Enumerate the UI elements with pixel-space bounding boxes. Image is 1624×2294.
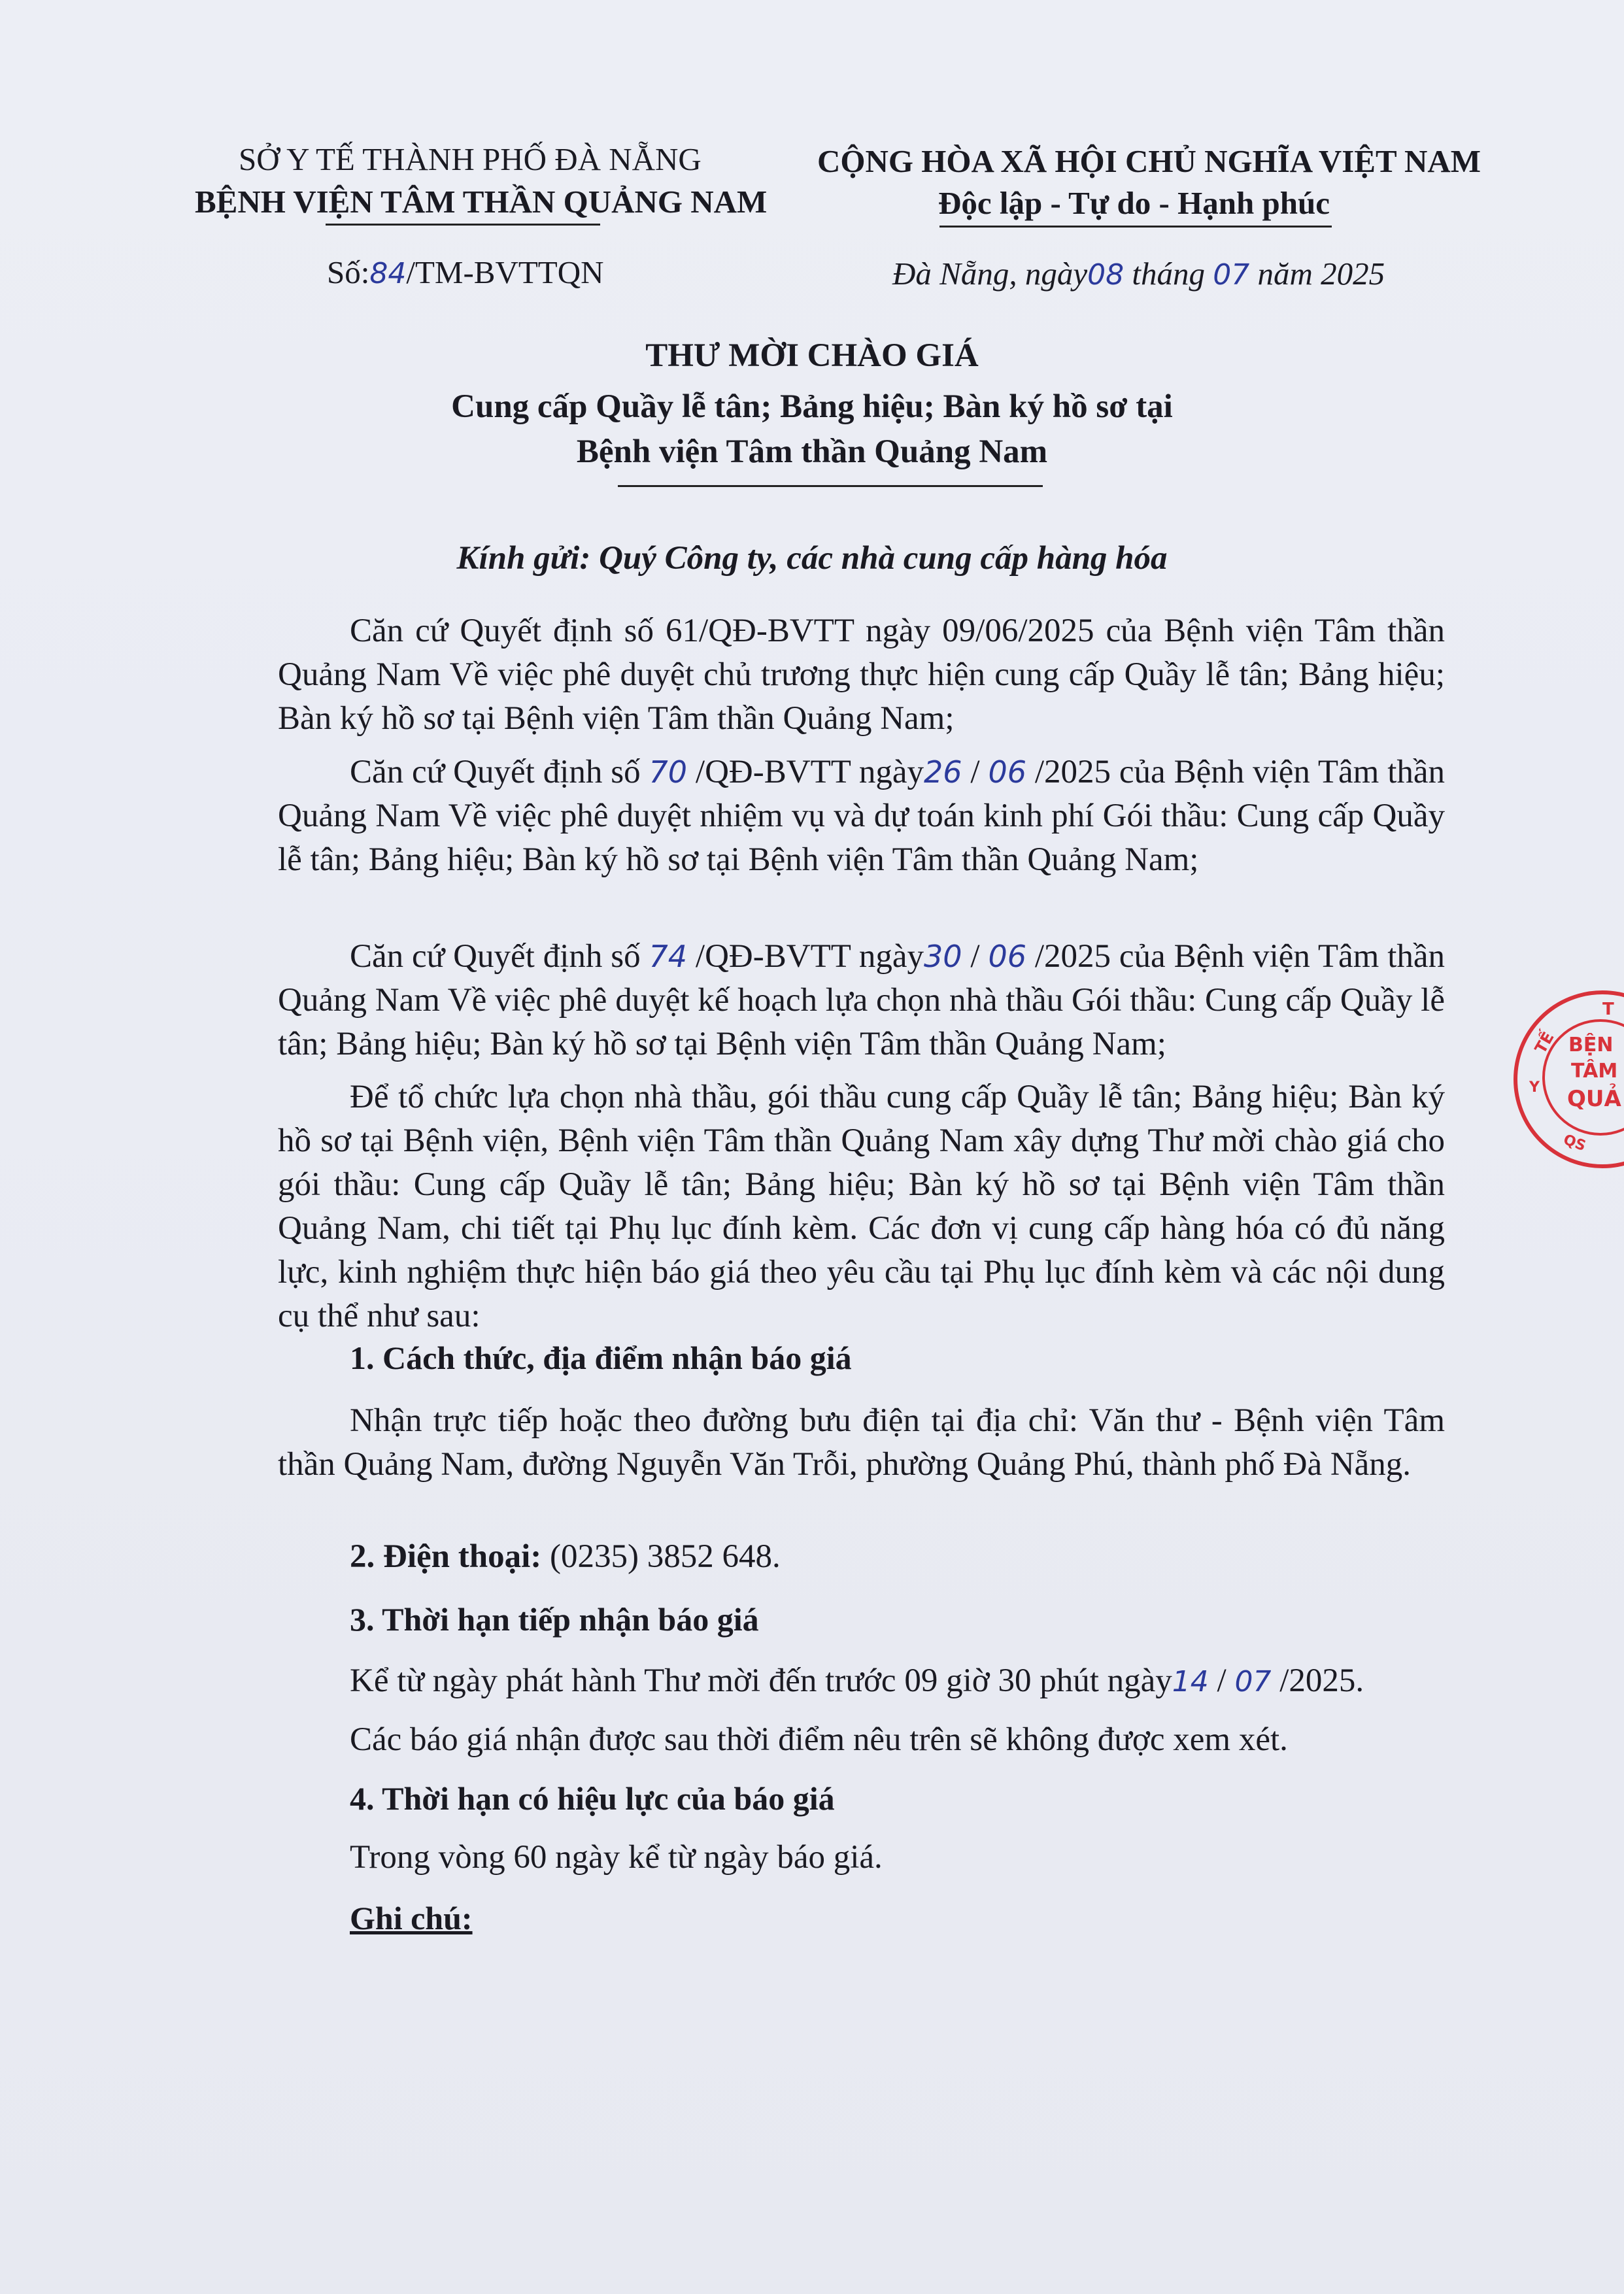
paragraph-legal-basis-1: Căn cứ Quyết định số 61/QĐ-BVTT ngày 09/06/2025 của Bệnh viện Tâm thần Quảng Nam Về việc phê duyệt chủ trương thực hiện cung cấp Quầy lễ tân; Bảng hiệu; Bàn ký hồ sơ tại Bệnh viện Tâm thần Quảng Nam;	[278, 613, 1445, 737]
document-date	[892, 255, 1385, 292]
decision-number-handwritten: 74	[649, 939, 688, 974]
greeting: Kính gửi: Quý Công ty, các nhà cung cấp hàng hóa	[456, 540, 1168, 577]
section3-deadline: Kể từ ngày phát hành Thư mời đến trước 09 giờ 30 phút ngày14 / 07 /2025.	[350, 1662, 1364, 1699]
red-seal-stamp: BỆN TÂM QUẢ T TẾ Y QS	[1514, 990, 1624, 1168]
number-prefix: Số:	[327, 254, 370, 290]
motto-underline	[939, 226, 1332, 228]
deadline-month-handwritten: 07	[1234, 1665, 1272, 1698]
note-heading: Ghi chú:	[350, 1900, 473, 1936]
hospital-underline	[326, 224, 600, 226]
paragraph-legal-basis-2: Căn cứ Quyết định số 70 /QĐ-BVTT ngày26 / 06 /2025 của Bệnh viện Tâm thần Quảng Nam Về việc phê duyệt nhiệm vụ và dự toán kinh phí Gói thầu: Cung cấp Quầy lễ tân; Bảng hiệu; Bàn ký hồ sơ tại Bệnh viện Tâm thần Quảng Nam;	[278, 754, 1446, 878]
section2-phone	[350, 1538, 781, 1576]
national-title: CỘNG HÒA XÃ HỘI CHỦ NGHĨA VIỆT NAM	[817, 143, 1481, 179]
title-subject-line2: Bệnh viện Tâm thần Quảng Nam	[576, 433, 1048, 470]
decision-day-handwritten: 30	[923, 939, 962, 974]
phone-label: 2. Điện thoại:	[350, 1538, 542, 1575]
date-prefix: Đà Nẵng, ngày	[892, 256, 1088, 292]
section4-heading: 4. Thời hạn có hiệu lực của báo giá	[350, 1780, 835, 1817]
number-handwritten: 84	[369, 257, 407, 290]
decision-day-handwritten: 26	[923, 754, 962, 790]
date-year: năm 2025	[1257, 256, 1385, 292]
section3-note: Các báo giá nhận được sau thời điểm nêu trên sẽ không được xem xét.	[350, 1721, 1288, 1758]
title-subject-line1: Cung cấp Quầy lễ tân; Bảng hiệu; Bàn ký hồ sơ tại	[451, 388, 1173, 425]
date-month-handwritten: 07	[1213, 258, 1250, 292]
section1-text: Nhận trực tiếp hoặc theo đường bưu điện tại địa chỉ: Văn thư - Bệnh viện Tâm thần Quảng Nam, đường Nguyễn Văn Trỗi, phường Quảng Phú, thành phố Đà Nẵng.	[278, 1402, 1445, 1483]
number-suffix: /TM-BVTTQN	[406, 254, 604, 290]
section1-heading: 1. Cách thức, địa điểm nhận báo giá	[350, 1340, 852, 1376]
title-underline	[618, 485, 1043, 487]
document-title: THƯ MỜI CHÀO GIÁ	[645, 337, 979, 374]
section3-heading: 3. Thời hạn tiếp nhận báo giá	[350, 1601, 759, 1638]
deadline-day-handwritten: 14	[1172, 1665, 1209, 1698]
date-month-label: tháng	[1132, 256, 1205, 292]
decision-number-handwritten: 70	[649, 754, 688, 790]
document-number	[327, 254, 604, 291]
hospital-name: BỆNH VIỆN TÂM THẦN QUẢNG NAM	[195, 184, 768, 220]
decision-month-handwritten: 06	[988, 754, 1026, 790]
department-name: SỞ Y TẾ THÀNH PHỐ ĐÀ NẴNG	[239, 141, 702, 177]
national-motto: Độc lập - Tự do - Hạnh phúc	[938, 185, 1330, 221]
paragraph-purpose: Để tổ chức lựa chọn nhà thầu, gói thầu cung cấp Quầy lễ tân; Bảng hiệu; Bàn ký hồ sơ tại Bệnh viện, Bệnh viện Tâm thần Quảng Nam xây dựng Thư mời chào giá cho gói thầu: Cung cấp Quầy lễ tân; Bảng hiệu; Bàn ký hồ sơ tại Bệnh viện Tâm thần Quảng Nam, chi tiết tại Phụ lục đính kèm. Các đơn vị cung cấp hàng hóa có đủ năng lực, kinh nghiệm thực hiện báo giá theo yêu cầu tại Phụ lục đính kèm và các nội dung cụ thể như sau:	[278, 1079, 1445, 1334]
decision-month-handwritten: 06	[988, 939, 1026, 974]
date-day-handwritten: 08	[1087, 258, 1125, 292]
section4-text: Trong vòng 60 ngày kể từ ngày báo giá.	[350, 1839, 883, 1876]
phone-number: (0235) 3852 648.	[541, 1538, 781, 1575]
paragraph-legal-basis-3: Căn cứ Quyết định số 74 /QĐ-BVTT ngày30 / 06 /2025 của Bệnh viện Tâm thần Quảng Nam Về việc phê duyệt kế hoạch lựa chọn nhà thầu Gói thầu: Cung cấp Quầy lễ tân; Bảng hiệu; Bàn ký hồ sơ tại Bệnh viện Tâm thần Quảng Nam;	[278, 938, 1446, 1062]
